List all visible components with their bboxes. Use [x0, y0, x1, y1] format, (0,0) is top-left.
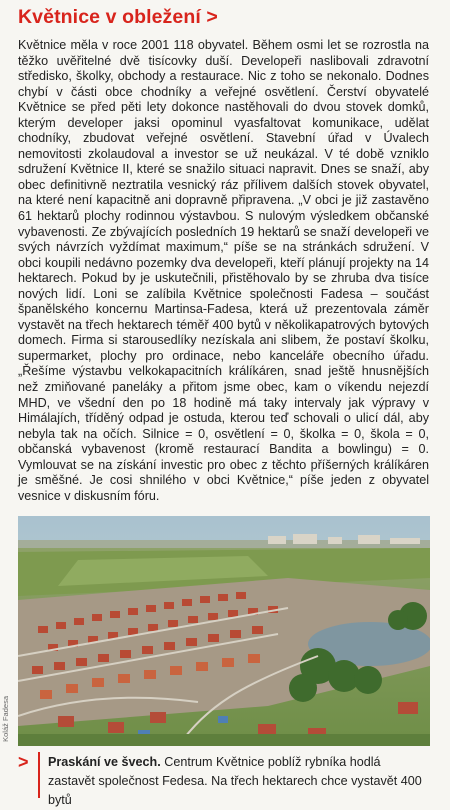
caption-lead: Praskání ve švech.: [48, 755, 161, 769]
photo-credit: Koláž Fadesa: [1, 696, 10, 742]
photo-caption: [18, 752, 430, 807]
article-headline: Květnice v obležení >: [18, 6, 218, 28]
aerial-photo-illustration: [18, 516, 430, 746]
caption-text: [48, 753, 430, 810]
caption-divider: [38, 752, 40, 798]
article-paragraph: Květnice měla v roce 2001 118 obyvatel. Během osmi let se rozrostla na těžko uvěřitelné dvě tisícovky duší. Developeři naslibovali zdravotní středisko, školky, obchody a restaurace. Nic z toho se nekonalo. Dodnes chybí v části obce chodníky a veřejné osvětlení. Čerství obyvatelé Květnice se před pěti lety dokonce nastěhovali do dvou stovek domků, kterým developer jaksi opominul vyasfaltovat komunikace, udělat chodníky, zbudovat veřejné osvětlení. Stavební úřad v Úvalech nemovitosti zkolaudoval a investor se už neukázal. V té době vzniklo sdružení Květnice II, které se snažilo situaci napravit. Dnes se snaží, aby obec definitivně neztratila vesnický ráz přílivem dalších stovek obyvatel, na které není kapacitně ani dopravně připravena. „V obci je již zastavěno 61 hektarů plochy rodinnou výstavbou. S nulovým výsledkem občanské vybavenosti. Ze zbývajících posledních 19 hektarů se snaží developeři ve svých návrzích vyždímat maximum,“ píše se na stránkách sdružení. V obci koupili nedávno pozemky dva developeři, kteří plánují projekty na 14 hektarech. Pokud by je uskutečnili, přistěhovalo by se zhruba dva tisíce nových lidí. Loni se zalíbila Květnice společnosti Fadesa – součást španělského koncernu Martinsa-Fadesa, která už prezentovala záměr vystavět na třech hektarech téměř 400 bytů v několikapatrových bytových domech. Firma si starousedlíky nezískala ani slibem, že postaví školku, supermarket, plochy pro ordinace, nebo kanceláře obecního úřadu. „Řešíme výstavbu velkokapacitních králíkáren, snad ještě hnusnějších než zmiňované paneláky a přitom jsme obec, kam o víkendu nejezdí MHD, ve všední den po 18 hodině má taky intervaly jak výpravy v Himálajích, tříděný odpad je ostuda, kterou teď schovali o ulicí dál, aby nebyla tak na očích. Silnice = 0, osvětlení = 0, školka = 0, škola = 0, občanská vybavenost (kromě restaurací Bandita a bowlingu) = 0. Vymlouvat se na získání investic pro obec z těchto příšerných králíkáren je směšné. Je cosi shnilého v obci Květnice,“ píše jeden z obyvatel vesnice v diskusním fóru.: [18, 38, 429, 503]
caption-body: Centrum Květnice poblíž rybníka hodlá zastavět společnost Fedesa. Na třech hektarech chce vystavět 400 bytů: [48, 755, 422, 807]
chevron-right-icon: >: [18, 752, 29, 772]
article-body: [18, 38, 429, 504]
aerial-photo: [18, 516, 430, 746]
